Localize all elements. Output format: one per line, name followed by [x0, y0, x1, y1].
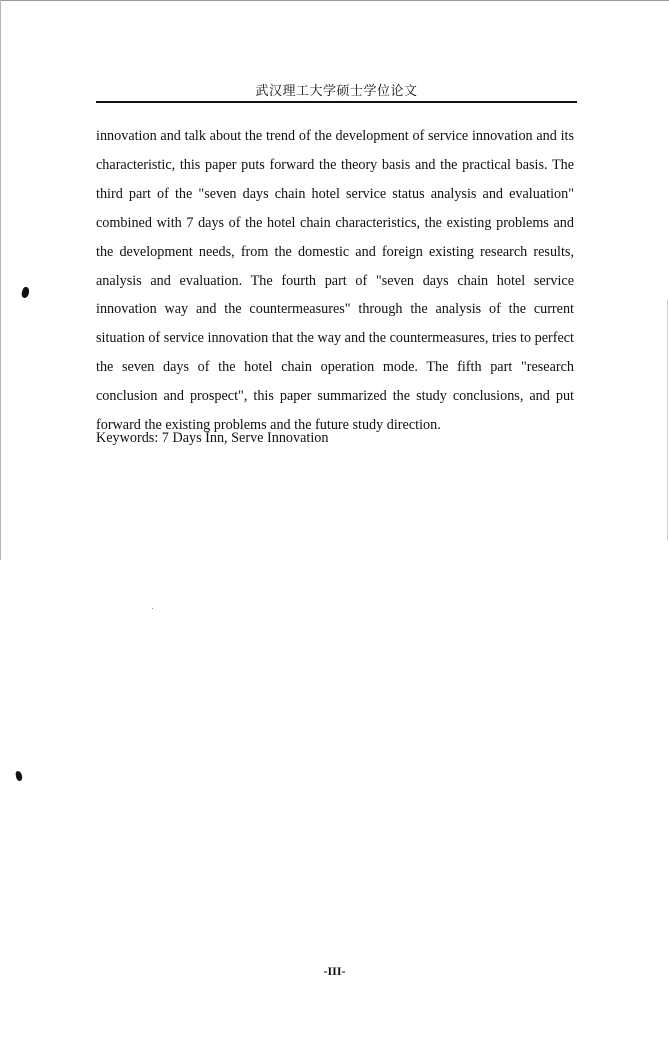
keywords-line: Keywords: 7 Days Inn, Serve Innovation	[96, 430, 329, 446]
running-header: 武汉理工大学硕士学位论文	[255, 84, 418, 99]
header-rule	[96, 101, 577, 103]
ink-blot-mark	[20, 286, 30, 299]
scan-edge-top	[0, 0, 669, 1]
scan-edge-right	[667, 300, 668, 540]
scan-edge-left	[0, 0, 1, 560]
page-number: -III-	[323, 964, 346, 978]
ink-blot-mark-lower	[15, 770, 23, 781]
abstract-paragraph: innovation and talk about the trend of the development of service innovation and its characteristic, this paper puts forward the theory basis and the practical basis. The third part of the "seven days chain hotel service status analysis and evaluation" combined with 7 days of the hotel chain characteristics, the existing problems and the development needs, from the domestic and foreign existing research results, analysis and evaluation. The fourth part of "seven days chain hotel service innovation way and the countermeasures" through the analysis of the current situation of service innovation that the way and the countermeasures, tries to perfect the seven days of the hotel chain operation mode. The fifth part "research conclusion and prospect", this paper summarized the study conclusions, and put forward the existing problems and the future study direction.	[96, 128, 574, 434]
scan-speck	[152, 608, 153, 609]
